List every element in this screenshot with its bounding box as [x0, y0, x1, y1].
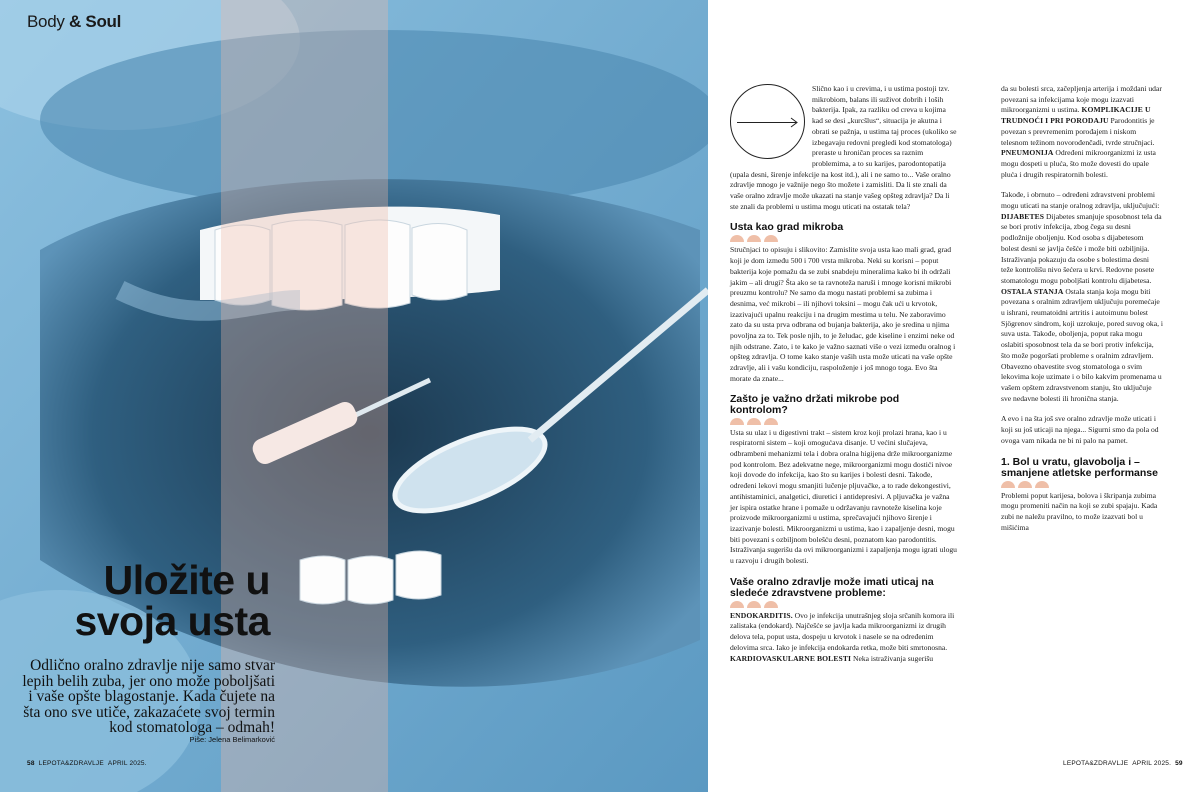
article-headline: Uložite u svoja usta	[74, 557, 270, 644]
issue-date: APRIL 2025.	[1132, 760, 1172, 767]
decor-dots	[730, 235, 958, 242]
paragraph: da su bolesti srca, začepljenja arterija i moždani udar povezani sa infekcijama koje mogu izazvati mikroorganizmi u ustima. KOMPLIKACIJE U TRUDNOĆI I PRI PORODAJU Parodontitis je povezan s prevremenim porođajem i niskom telesnom težinom novorođenčadi, tvrde stručnjaci. PNEUMONIJA Određeni mikroorganizmi iz usta mogu dospeti u pluća, što može dovesti do upale pluća i drugih respiratornih bolesti.	[1001, 84, 1162, 179]
article-lede: Odlično oralno zdravlje nije samo stvar lepih belih zuba, jer ono može poboljšati i vaše opšte blagostanje. Kada čujete na šta ono sve utiče, zakazaćete svoj termin kod stomatologa – odmah!	[22, 657, 275, 736]
page-number: 59	[1175, 760, 1183, 767]
keyword: OSTALA STANJA	[1001, 286, 1064, 296]
paragraph: A evo i na šta još sve oralno zdravlje može uticati i koji su još uticaji na njega... Sigurni smo da pola od ovoga vam nikada ne bi ni palo na pamet.	[1001, 414, 1159, 445]
issue-date: APRIL 2025.	[107, 760, 147, 767]
keyword: PNEUMONIJA	[1001, 148, 1054, 158]
keyword: DIJABETES	[1001, 211, 1045, 221]
float-spacer	[730, 84, 812, 164]
magazine-name: LEPOTA&ZDRAVLJE	[1063, 760, 1129, 767]
decor-dots	[730, 418, 958, 425]
paragraph: Usta su ulaz i u digestivni trakt – sistem kroz koji prolazi hrana, kao i u respiratorni sistem – koji omogućava disanje. U većini slučajeva, odbrambeni mehanizmi tela i dobra oralna higijena drže mikroorganizme pod kontrolom. Bez adekvatne nege, mikroorganizmi mogu dostići nivoe koji dovode do infekcija, kao što su karijes i bolesti desni. Takođe, određeni lekovi mogu smanjiti lučenje pljuvačke, a to rade dekongestivi, antihistaminici, analgetici, diuretici i antidepresivi. A pljuvačka je važna jer ispira ostatke hrane i pomaže u održavanju ravnoteže kiselina koje proizvode mikroorganizmi u ustima, sprečavajući njihovo širenje i izazivanje bolesti. Mikroorganizmi u ustima, kao i zapaljenje desni, mogu biti povezani s ozbiljnom bolešću desni, poznatom kao parodontitis. Istraživanja sugerišu da ovi mikroorganizmi i zapaljenja mogu igrati ulogu u razvoju i drugih bolesti.	[730, 427, 957, 566]
decor-dots	[730, 601, 958, 608]
folio-left	[27, 760, 147, 767]
paragraph: Stručnjaci to opisuju i slikovito: Zamislite svoja usta kao mali grad, grad koji je dom između 500 i 700 vrsta mikroba. Neki su korisni – poput bakterija koje pomažu da se zubi snabdeju mineralima kako bi ih održali jakim – ali drugi? Šta ako se ta ravnoteža naruši i mnoge korisni mikrobi preuzmu kontrolu? Ne samo da mogu nastati problemi sa zubima i desnima, već mikrobi – ili njihovi toksini – mogu čak ući u krvotok, izazivajući upalnu reakciju i na drugim mestima u telu. Ne zaboravimo zato da su usta prva odbrana od bujanja bakterija, ako je sredina u njima povoljna za to. Tek posle njih, to je želudac, gde kiseline i enzimi neke od njih odstrane. Zato, i te kako je važno saznati više o vezi između oralnog i opšteg zdravlja. O tome kako stanje vaših usta može uticati na vaše opšte zdravlje, ali i vašu kondiciju, raspoloženje i još mnogo toga. Evo šta morate da znate...	[730, 245, 956, 383]
keyword: KOMPLIKACIJE U TRUDNOĆI I PRI PORODAJU	[1001, 105, 1151, 126]
decor-dots	[1001, 481, 1163, 488]
intro-text: Slično kao i u crevima, i u ustima postoji tzv. mikrobiom, balans ili suživot dobrih i loših bakterija. Ipak, za razliku od creva u kojima kad se desi „kurcšlus“, situacija je akutna i obrati se pažnja, u ustima taj proces (ukoliko se izbegavaju redovni pregledi kod stomatologa) preraste u hroničan proces sa raznim problemima, a to su karijes, parodontopatija (upala desni, širenje infekcije na kost itd.), ali i ne samo to... Vaše oralno zdravlje mnogo je važnije nego što možete i zamisliti. Da li ste znali da vaše oralno zdravlje može ukazati na stanje vašeg opšteg zdravlja? Da li ste znali da problemi u ustima mogu uticati na ostatak tela?	[730, 84, 957, 211]
folio-right	[1063, 760, 1183, 767]
subheading-3: Vaše oralno zdravlje može imati uticaj na sledeće zdravstvene probleme:	[730, 575, 934, 599]
magazine-name: LEPOTA&ZDRAVLJE	[38, 760, 104, 767]
byline: Piše: Jelena Belimarković	[189, 735, 275, 744]
keyword: ENDOKARDITIS.	[730, 610, 793, 620]
subheading-2: Zašto je važno držati mikrobe pod kontrolom?	[730, 392, 900, 416]
section-name: Body	[27, 12, 65, 31]
column-2	[1001, 84, 1163, 533]
section-tag	[27, 12, 121, 32]
page-number: 58	[27, 760, 35, 767]
paragraph: ENDOKARDITIS. Ovo je infekcija unutrašnjeg sloja srčanih komora ili zalistaka (endokard). Najčešće se javlja kada mikroorganizmi iz drugih delova tela, poput usta, dospeju u krvotok i nasele se na određenim delovima srca. Iako je infekcija endokarda retka, može biti smrtonosna. KARDIOVASKULARNE BOLESTI Neka istraživanja sugerišu	[730, 610, 955, 663]
section-name-bold: & Soul	[69, 12, 122, 31]
keyword: KARDIOVASKULARNE BOLESTI	[730, 653, 852, 663]
subheading-1: Usta kao grad mikroba	[730, 221, 844, 234]
paragraph: Problemi poput karijesa, bolova i škripanja zubima mogu promeniti način na koji se zubi spajaju. Kada zubi ne naležu pravilno, to može izazvati bol u mišićima	[1001, 490, 1158, 532]
subheading-4: 1. Bol u vratu, glavobolja i – smanjene atletske performanse	[1001, 455, 1158, 479]
intro-paragraph	[730, 84, 958, 212]
paragraph: Takođe, i obrnuto – određeni zdravstveni problemi mogu uticati na stanje oralnog zdravlja, uključujući: DIJABETES Dijabetes smanjuje sposobnost tela da se bori protiv infekcija, zbog čega su desni podložnije oboljenju. Kod osoba s dijabetesom bolest desni se javlja češće i može biti ozbiljnija. Istraživanja pokazuju da osobe s bolestima desni teže kontrolišu nivo šećera u krvi. Redovne posete stomatologu mogu poboljšati kontrolu dijabetesa. OSTALA STANJA Ostala stanja koja mogu biti povezana s oralnim zdravljem uključuju poremećaje u ishrani, reumatoidni artritis i autoimunu bolest Sjögrenov sindrom, koji uzrokuje, pored suvog oka, i suva usta. Takođe, oboljenja, poput raka mogu oslabiti sposobnost tela da se bori protiv infekcija, što može pogoršati probleme s oralnim zdravljem. Obavezno obavestite svog stomatologa o svim lekovima koje uzimate i o bilo kakvim promenama u vašem opštem zdravstvenom stanju, što uključuje sve nedavne bolesti ili hronična stanja.	[1001, 190, 1163, 403]
column-1	[730, 84, 958, 664]
